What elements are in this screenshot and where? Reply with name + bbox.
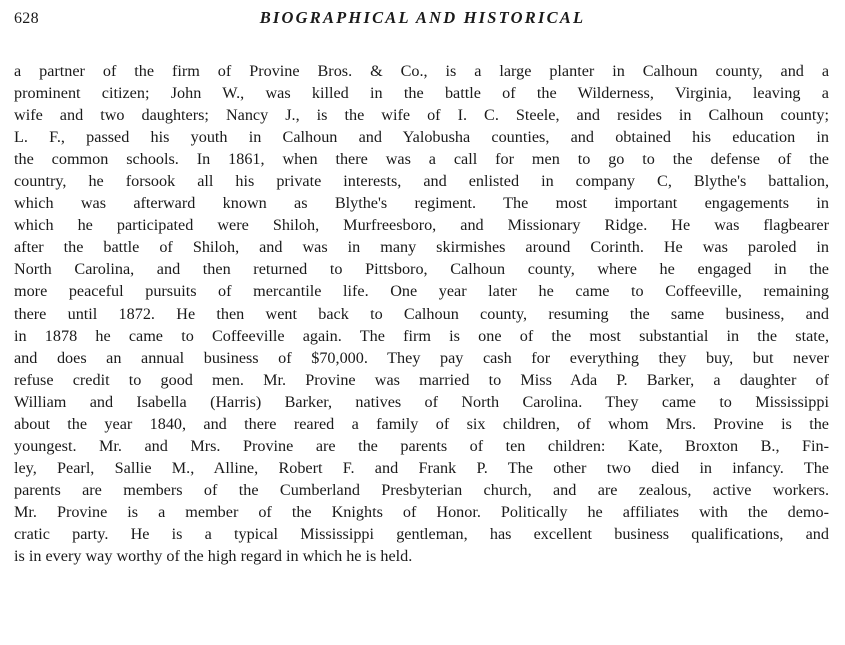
body-paragraph bbox=[14, 60, 829, 567]
text-line: which was afterward known as Blythe's regiment. The most important engagements in bbox=[14, 194, 829, 213]
text-line: more peaceful pursuits of mercantile life. One year later he came to Coffeeville, remaining bbox=[14, 282, 829, 301]
text-line: prominent citizen; John W., was killed in the battle of the Wilderness, Virginia, leaving a bbox=[14, 84, 829, 103]
text-line: refuse credit to good men. Mr. Provine was married to Miss Ada P. Barker, a daughter of bbox=[14, 370, 829, 389]
text-line: wife and two daughters; Nancy J., is the wife of I. C. Steele, and resides in Calhoun county; bbox=[14, 106, 829, 125]
running-title: BIOGRAPHICAL AND HISTORICAL bbox=[259, 8, 586, 27]
text-line: after the battle of Shiloh, and was in many skirmishes around Corinth. He was paroled in bbox=[14, 238, 829, 257]
page-number: 628 bbox=[14, 10, 39, 27]
text-line: youngest. Mr. and Mrs. Provine are the parents of ten children: Kate, Broxton B., Fin- bbox=[14, 436, 829, 455]
text-line: the common schools. In 1861, when there was a call for men to go to the defense of the bbox=[14, 150, 829, 169]
text-line: North Carolina, and then returned to Pittsboro, Calhoun county, where he engaged in the bbox=[14, 260, 829, 279]
text-line: L. F., passed his youth in Calhoun and Yalobusha counties, and obtained his education in bbox=[14, 128, 829, 147]
text-line-last: is in every way worthy of the high regard in which he is held. bbox=[14, 547, 413, 566]
text-line: there until 1872. He then went back to Calhoun county, resuming the same business, and bbox=[14, 304, 829, 323]
text-line: and does an annual business of $70,000. They pay cash for everything they buy, but never bbox=[14, 348, 829, 367]
text-line: in 1878 he came to Coffeeville again. The firm is one of the most substantial in the state, bbox=[14, 326, 829, 345]
text-line: a partner of the firm of Provine Bros. & Co., is a large planter in Calhoun county, and a bbox=[14, 62, 829, 80]
text-line: which he participated were Shiloh, Murfreesboro, and Missionary Ridge. He was flagbearer bbox=[14, 216, 829, 235]
text-line: country, he forsook all his private interests, and enlisted in company C, Blythe's battalion, bbox=[14, 172, 829, 191]
text-line: parents are members of the Cumberland Presbyterian church, and are zealous, active workers. bbox=[14, 480, 829, 499]
text-line: cratic party. He is a typical Mississippi gentleman, has excellent business qualifications, and bbox=[14, 524, 829, 543]
text-line: William and Isabella (Harris) Barker, natives of North Carolina. They came to Mississippi bbox=[14, 392, 829, 411]
text-line: ley, Pearl, Sallie M., Alline, Robert F. and Frank P. The other two died in infancy. The bbox=[14, 458, 829, 477]
running-head bbox=[14, 8, 831, 32]
text-line: about the year 1840, and there reared a family of six children, of whom Mrs. Provine is the bbox=[14, 414, 829, 433]
text-line: Mr. Provine is a member of the Knights of Honor. Politically he affiliates with the demo- bbox=[14, 502, 829, 521]
